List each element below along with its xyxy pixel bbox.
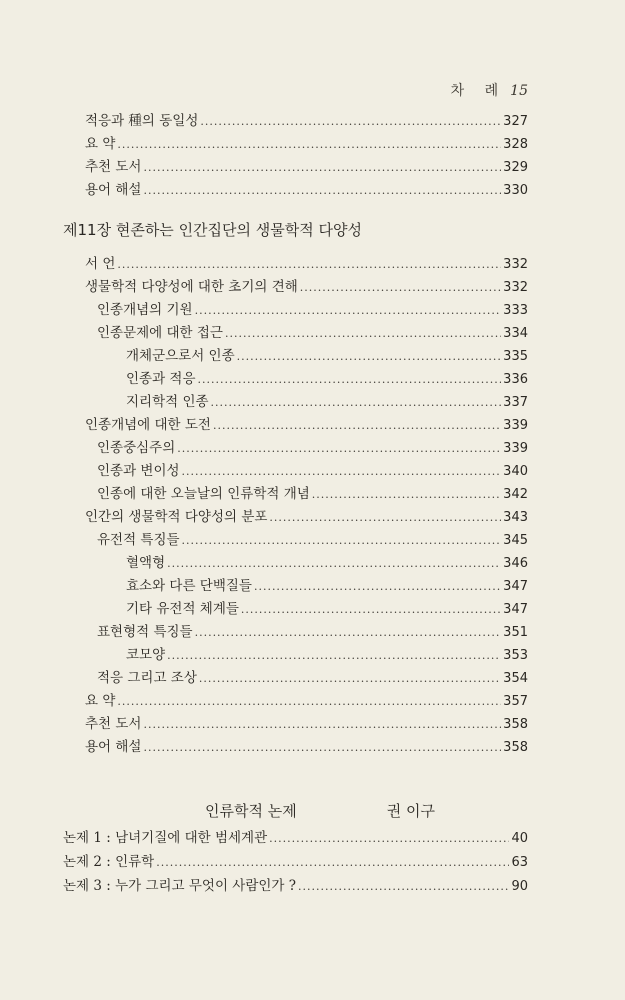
toc-entry[interactable] bbox=[85, 414, 528, 436]
toc-entry-page: 358 bbox=[503, 717, 528, 732]
toc-entry-title: 유전적 특징들 bbox=[97, 532, 180, 548]
toc-entry-page: 347 bbox=[503, 602, 528, 617]
leader-dots bbox=[298, 876, 509, 898]
toc-entry-page: 346 bbox=[503, 556, 528, 571]
toc-entry-title: 적응 그리고 조상 bbox=[97, 670, 197, 686]
toc-entry-title: 생물학적 다양성에 대한 초기의 견해 bbox=[85, 279, 298, 295]
toc-entry-page: 357 bbox=[503, 694, 528, 709]
toc-entry-page: 358 bbox=[503, 740, 528, 755]
toc-entry[interactable] bbox=[97, 667, 528, 689]
toc-entry[interactable] bbox=[97, 621, 528, 643]
toc-entry[interactable] bbox=[85, 253, 528, 275]
toc-entry[interactable] bbox=[97, 460, 528, 482]
toc-entry-title: 논제 3 : 누가 그리고 무엇이 사람인가 ? bbox=[63, 878, 296, 894]
toc-entry-page: 90 bbox=[511, 879, 528, 894]
toc-entry-page: 343 bbox=[503, 510, 528, 525]
toc-entry-page: 354 bbox=[503, 671, 528, 686]
toc-entry[interactable] bbox=[63, 875, 528, 897]
header-page-number: 15 bbox=[510, 83, 528, 99]
toc-entry[interactable] bbox=[85, 179, 528, 201]
leader-dots bbox=[269, 507, 501, 529]
toc-entry-title: 인종개념에 대한 도전 bbox=[85, 417, 211, 433]
leader-dots bbox=[300, 277, 501, 299]
toc-entry-page: 340 bbox=[503, 464, 528, 479]
toc-entry-page: 333 bbox=[503, 303, 528, 318]
toc-entry-page: 328 bbox=[503, 137, 528, 152]
leader-dots bbox=[211, 392, 502, 414]
toc-entry-page: 347 bbox=[503, 579, 528, 594]
toc-entry[interactable] bbox=[126, 391, 528, 413]
toc-entry-title: 추천 도서 bbox=[85, 159, 142, 175]
toc-entry[interactable] bbox=[126, 598, 528, 620]
toc-entry-page: 327 bbox=[503, 114, 528, 129]
toc-entry-title: 혈액형 bbox=[126, 555, 166, 571]
toc-entry[interactable] bbox=[85, 110, 528, 132]
toc-entry[interactable] bbox=[85, 276, 528, 298]
toc-entry-page: 334 bbox=[503, 326, 528, 341]
toc-entry[interactable] bbox=[97, 529, 528, 551]
section-title: 인류학적 논제 bbox=[205, 802, 297, 820]
toc-entry-title: 표현형적 특징들 bbox=[97, 624, 193, 640]
leader-dots bbox=[198, 369, 502, 391]
toc-entry-page: 342 bbox=[503, 487, 528, 502]
toc-entry-page: 351 bbox=[503, 625, 528, 640]
toc-entry[interactable] bbox=[97, 437, 528, 459]
toc-entry-title: 인간의 생물학적 다양성의 분포 bbox=[85, 509, 268, 525]
leader-dots bbox=[156, 852, 509, 874]
leader-dots bbox=[143, 714, 501, 736]
toc-entry-title: 용어 해설 bbox=[85, 182, 142, 198]
leader-dots bbox=[237, 346, 502, 368]
toc-entry-page: 330 bbox=[503, 183, 528, 198]
toc-entry-title: 추천 도서 bbox=[85, 716, 142, 732]
toc-entry-page: 63 bbox=[511, 855, 528, 870]
toc-entry-page: 332 bbox=[503, 257, 528, 272]
leader-dots bbox=[200, 111, 501, 133]
toc-entry-page: 40 bbox=[511, 831, 528, 846]
section-author: 권 이구 bbox=[386, 802, 435, 820]
running-header bbox=[451, 80, 528, 100]
leader-dots bbox=[241, 599, 501, 621]
toc-entry[interactable] bbox=[85, 690, 528, 712]
toc-entry-title: 효소와 다른 단백질들 bbox=[126, 578, 252, 594]
chapter-title: 제11장 현존하는 인간집단의 생물학적 다양성 bbox=[63, 221, 362, 239]
leader-dots bbox=[225, 323, 501, 345]
toc-entry[interactable] bbox=[97, 322, 528, 344]
toc-entry-title: 서 언 bbox=[85, 256, 116, 272]
toc-entry[interactable] bbox=[126, 345, 528, 367]
toc-entry[interactable] bbox=[126, 552, 528, 574]
toc-entry-title: 논제 2 : 인류학 bbox=[63, 854, 155, 870]
toc-entry-title: 인종과 변이성 bbox=[97, 463, 180, 479]
leader-dots bbox=[167, 553, 501, 575]
toc-entry-title: 코모양 bbox=[126, 647, 166, 663]
leader-dots bbox=[254, 576, 501, 598]
leader-dots bbox=[312, 484, 501, 506]
section-heading bbox=[205, 800, 435, 821]
toc-entry-page: 329 bbox=[503, 160, 528, 175]
leader-dots bbox=[177, 438, 501, 460]
leader-dots bbox=[195, 622, 502, 644]
toc-entry[interactable] bbox=[97, 483, 528, 505]
leader-dots bbox=[182, 461, 502, 483]
leader-dots bbox=[199, 668, 501, 690]
leader-dots bbox=[143, 737, 501, 759]
toc-entry-title: 지리학적 인종 bbox=[126, 394, 209, 410]
toc-entry-title: 인종에 대한 오늘날의 인류학적 개념 bbox=[97, 486, 310, 502]
toc-entry[interactable] bbox=[97, 299, 528, 321]
toc-entry-title: 용어 해설 bbox=[85, 739, 142, 755]
toc-entry[interactable] bbox=[85, 713, 528, 735]
toc-entry[interactable] bbox=[63, 851, 528, 873]
toc-entry[interactable] bbox=[126, 368, 528, 390]
toc-entry[interactable] bbox=[85, 156, 528, 178]
toc-entry-title: 기타 유전적 체계들 bbox=[126, 601, 239, 617]
leader-dots bbox=[117, 134, 501, 156]
toc-entry-title: 요 약 bbox=[85, 136, 116, 152]
leader-dots bbox=[117, 691, 501, 713]
toc-entry-title: 논제 1 : 남녀기질에 대한 범세계관 bbox=[63, 830, 268, 846]
toc-entry-page: 339 bbox=[503, 418, 528, 433]
toc-entry-title: 인종중심주의 bbox=[97, 440, 176, 456]
leader-dots bbox=[195, 300, 502, 322]
toc-entry-title: 적응과 種의 동일성 bbox=[85, 113, 199, 129]
toc-entry[interactable] bbox=[85, 736, 528, 758]
toc-entry-title: 개체군으로서 인종 bbox=[126, 348, 235, 364]
toc-entry-page: 339 bbox=[503, 441, 528, 456]
toc-entry[interactable] bbox=[85, 133, 528, 155]
toc-entry-page: 335 bbox=[503, 349, 528, 364]
toc-entry-page: 336 bbox=[503, 372, 528, 387]
toc-entry-page: 353 bbox=[503, 648, 528, 663]
toc-entry-title: 인종개념의 기원 bbox=[97, 302, 193, 318]
toc-entry-title: 요 약 bbox=[85, 693, 116, 709]
toc-entry[interactable] bbox=[63, 827, 528, 849]
leader-dots bbox=[117, 254, 501, 276]
leader-dots bbox=[167, 645, 501, 667]
toc-entry-page: 332 bbox=[503, 280, 528, 295]
leader-dots bbox=[143, 180, 501, 202]
toc-entry[interactable] bbox=[85, 506, 528, 528]
toc-entry-page: 345 bbox=[503, 533, 528, 548]
toc-entry[interactable] bbox=[126, 644, 528, 666]
toc-entry-page: 337 bbox=[503, 395, 528, 410]
leader-dots bbox=[182, 530, 502, 552]
header-label: 차 례 bbox=[450, 83, 507, 99]
toc-entry-title: 인종과 적응 bbox=[126, 371, 196, 387]
leader-dots bbox=[269, 828, 509, 850]
leader-dots bbox=[213, 415, 501, 437]
leader-dots bbox=[143, 157, 501, 179]
toc-entry-title: 인종문제에 대한 접근 bbox=[97, 325, 223, 341]
toc-entry[interactable] bbox=[126, 575, 528, 597]
